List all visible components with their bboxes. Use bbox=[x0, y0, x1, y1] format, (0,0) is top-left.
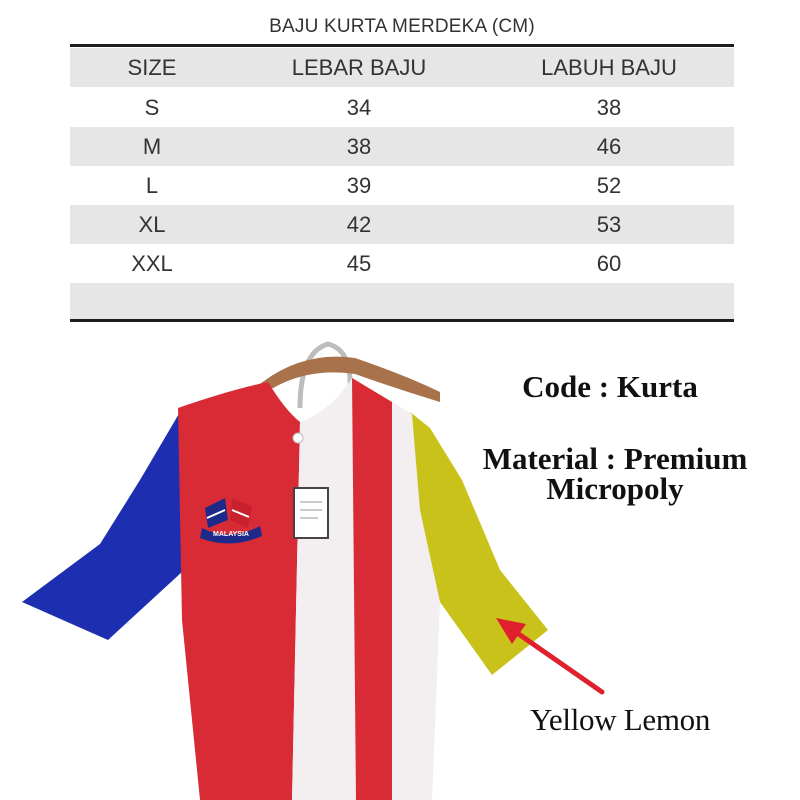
size-cell: S bbox=[144, 94, 160, 120]
labuh-cell: 46 bbox=[596, 133, 622, 159]
header-size: SIZE bbox=[127, 54, 177, 80]
size-chart-title: BAJU KURTA MERDEKA (CM) bbox=[269, 16, 535, 37]
size-cell: XL bbox=[138, 211, 166, 237]
material-line-1: Material : Premium bbox=[482, 441, 748, 476]
labuh-cell: 60 bbox=[596, 250, 622, 276]
size-cell: XXL bbox=[131, 250, 173, 276]
hang-tag-icon bbox=[294, 488, 328, 538]
table-header-row bbox=[70, 48, 734, 87]
size-cell: L bbox=[145, 172, 159, 198]
table-row bbox=[70, 88, 734, 127]
table-row bbox=[70, 127, 734, 166]
table-empty-row bbox=[70, 283, 734, 319]
lebar-cell: 45 bbox=[346, 250, 372, 276]
table-bottom-rule bbox=[70, 319, 734, 322]
table-row bbox=[70, 166, 734, 205]
size-cell: M bbox=[142, 133, 162, 159]
red-center-stripe bbox=[352, 378, 392, 800]
collar-button-icon bbox=[293, 433, 303, 443]
sleeve-color-label: Yellow Lemon bbox=[529, 702, 711, 737]
header-labuh-baju: LABUH BAJU bbox=[541, 54, 677, 80]
product-material-label bbox=[455, 441, 775, 506]
labuh-cell: 53 bbox=[596, 211, 622, 237]
labuh-cell: 38 bbox=[596, 94, 622, 120]
red-body-left bbox=[178, 382, 300, 800]
material-line-2: Micropoly bbox=[546, 471, 684, 506]
lebar-cell: 34 bbox=[346, 94, 372, 120]
lebar-cell: 39 bbox=[346, 172, 372, 198]
lebar-cell: 42 bbox=[346, 211, 372, 237]
labuh-cell: 52 bbox=[596, 172, 622, 198]
table-row bbox=[70, 244, 734, 283]
lebar-cell: 38 bbox=[346, 133, 372, 159]
badge-label: MALAYSIA bbox=[213, 531, 249, 538]
table-row bbox=[70, 205, 734, 244]
product-code-label: Code : Kurta bbox=[522, 369, 698, 404]
table-top-rule bbox=[70, 44, 734, 47]
header-lebar-baju: LEBAR BAJU bbox=[291, 54, 427, 80]
